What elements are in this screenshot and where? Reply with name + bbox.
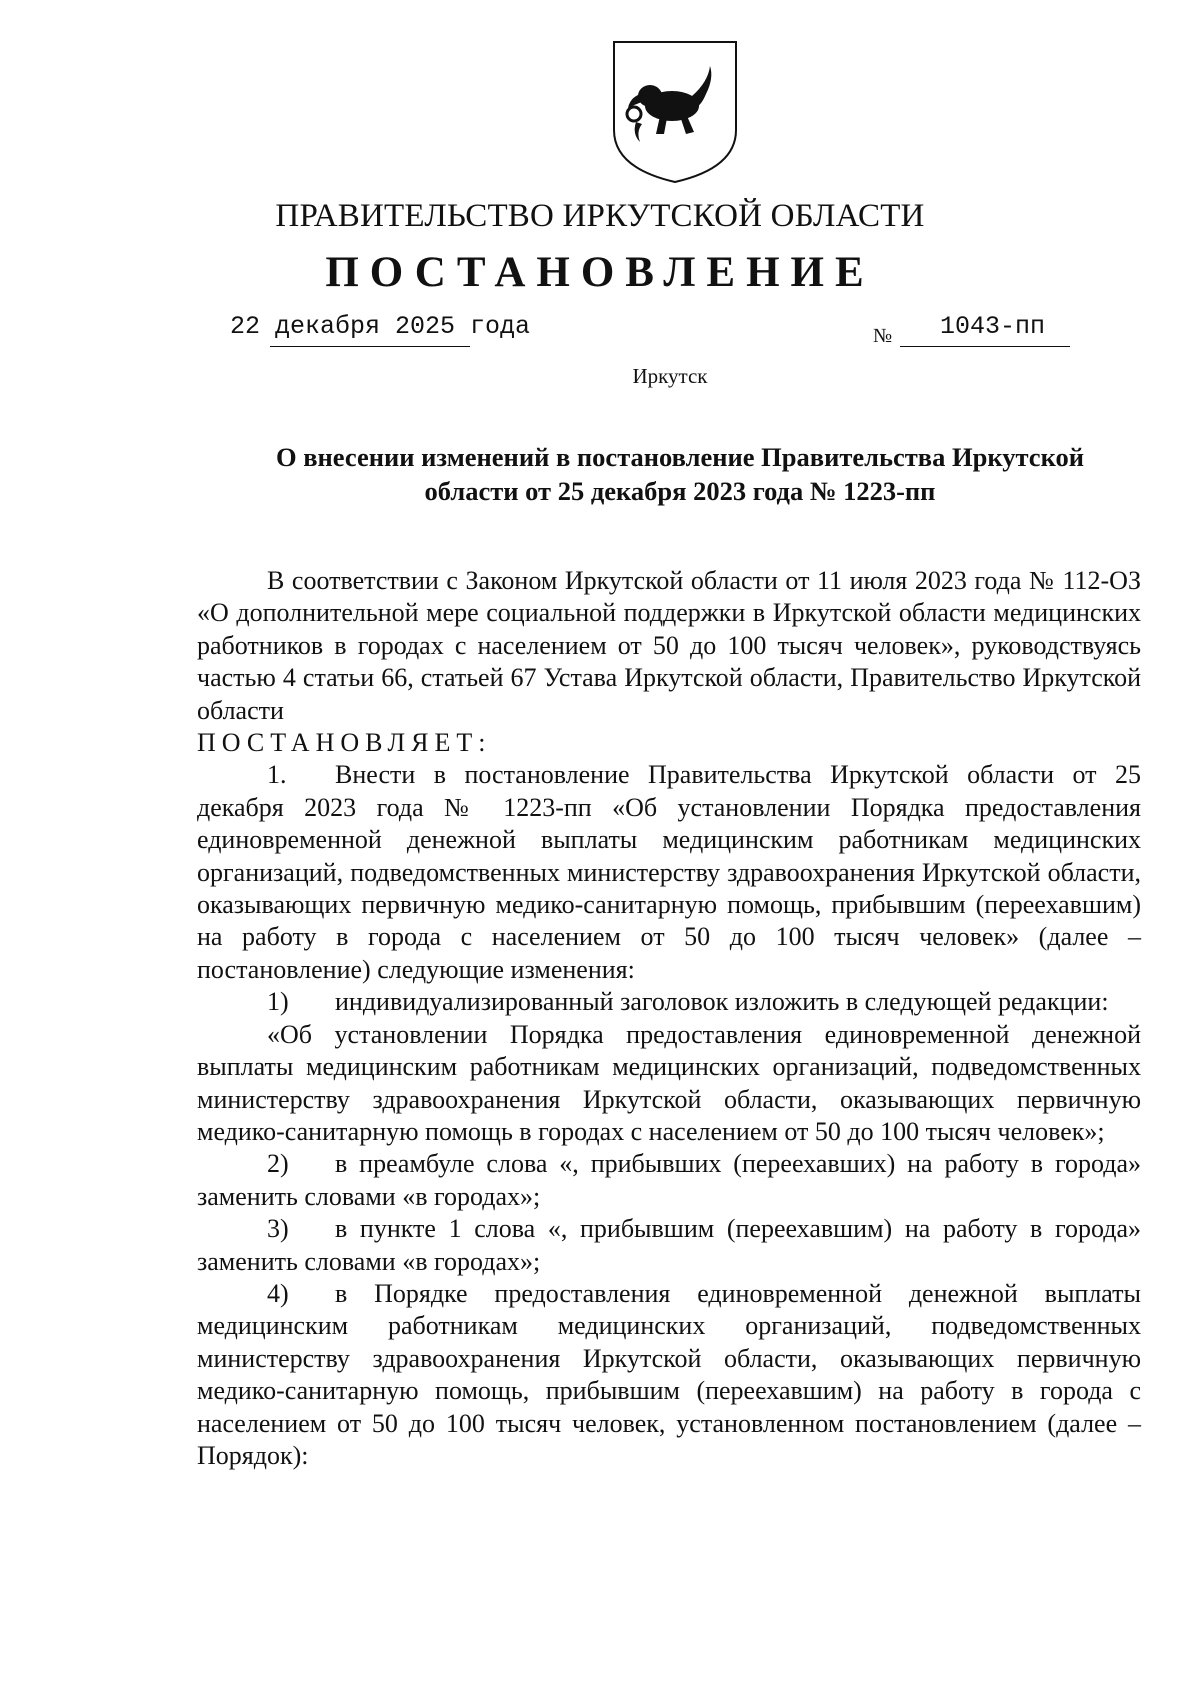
subitem-4-paragraph [197,1278,1141,1472]
postanovlyaet-label: ПОСТАНОВЛЯЕТ: [197,728,492,758]
subitem-1-number: 1) [267,987,289,1017]
item-1-paragraph [197,759,1141,986]
document-date: 22 декабря 2025 года [230,312,531,341]
subitem-3-paragraph [197,1213,1141,1278]
number-sign: № [873,325,893,347]
title-line-1: О внесении изменений в постановление Правительства Иркутской [275,442,1085,472]
subitem-2-text: в преамбуле слова «, прибывших (переехавших) на работу в города» заменить словами «в городах»; [197,1149,1141,1211]
document-number: 1043-пп [940,312,1046,341]
item-1-text: Внести в постановление Правительства Иркутской области от 25 декабря 2023 года № 1223-пп «Об установлении Порядка предоставления единовременной денежной выплаты медицинским работникам медицинских организаций, подведомственных министерству здравоохранения Иркутской области, оказывающих первичную медико-санитарную помощь, прибывшим (переехавшим) на работу в города с населением от 50 до 100 тысяч человек» (далее – постановление) следующие изменения: [197,760,1141,984]
item-1-number: 1. [267,760,287,790]
subitem-1-text: индивидуализированный заголовок изложить в следующей редакции: [335,987,1109,1017]
date-underline [270,346,470,347]
subitem-4-number: 4) [267,1278,289,1308]
subitem-2-number: 2) [267,1149,289,1179]
coat-of-arms-emblem [610,38,740,186]
subitem-3-text: в пункте 1 слова «, прибывшим (переехавшим) на работу в города» заменить словами «в городах»; [197,1214,1141,1276]
city: Иркутск [632,364,708,388]
number-underline [900,346,1070,347]
preamble-paragraph: В соответствии с Законом Иркутской области от 11 июля 2023 года № 112-ОЗ «О дополнительной мере социальной поддержки в Иркутской области медицинских работников в городах с населением от 50 до 100 тысяч человек», руководствуясь частью 4 статьи 66, статьей 67 Устава Иркутской области, Правительство Иркутской области [197,566,1141,725]
subitem-3-number: 3) [267,1214,289,1244]
subitem-4-text: в Порядке предоставления единовременной денежной выплаты медицинским работникам медицинских организаций, подведомственных министерству здравоохранения Иркутской области, оказывающих первичную медико-санитарную помощь, прибывшим (переехавшим) на работу в города с населением от 50 до 100 тысяч человек, установленном постановлением (далее – Порядок): [197,1278,1141,1470]
document-body [197,565,1141,1472]
subitem-2-paragraph [197,1148,1141,1213]
document-title [200,440,1160,508]
organization-name: ПРАВИТЕЛЬСТВО ИРКУТСКОЙ ОБЛАСТИ [275,198,925,234]
title-line-2: области от 25 декабря 2023 года № 1223-пп [424,476,936,506]
document-type: ПОСТАНОВЛЕНИЕ [325,249,875,296]
quote-paragraph: «Об установлении Порядка предоставления единовременной денежной выплаты медицинским работникам медицинских организаций, подведомственных министерству здравоохранения Иркутской области, оказывающих первичную медико-санитарную помощь в городах с населением от 50 до 100 тысяч человек»; [197,1019,1141,1146]
subitem-1-paragraph [197,986,1141,1018]
